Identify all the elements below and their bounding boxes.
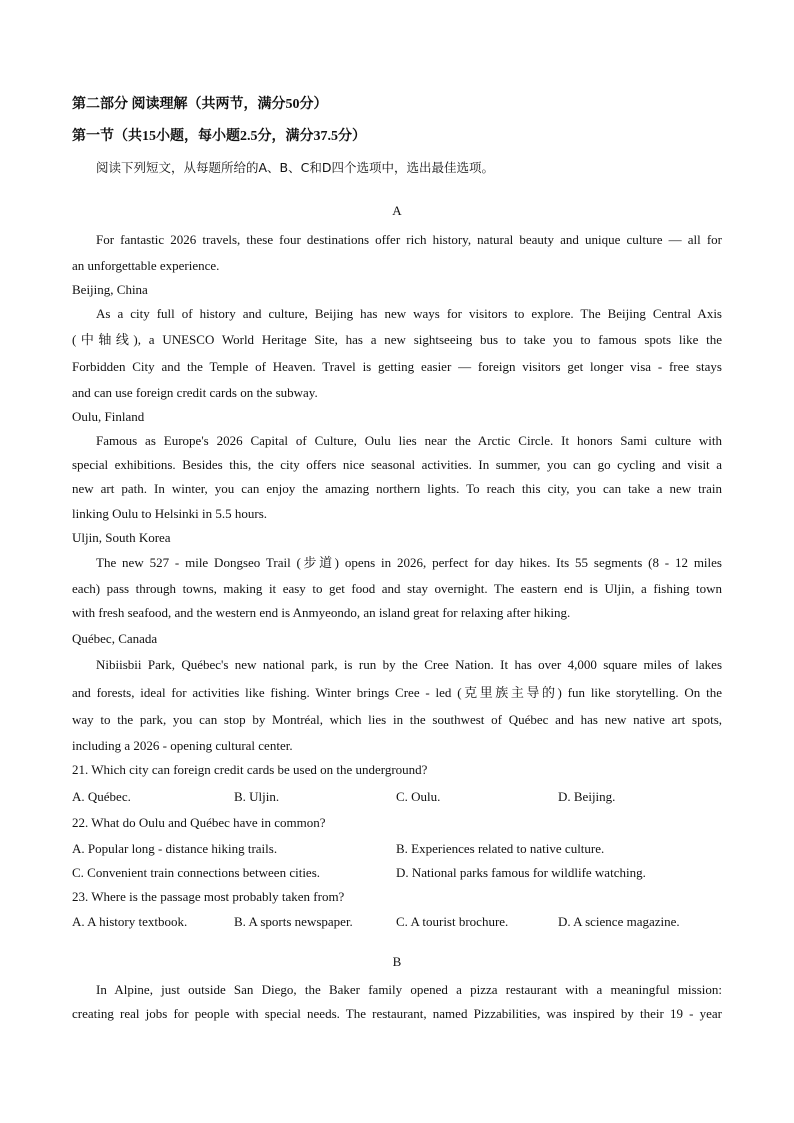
question-stem: 21. Which city can foreign credit cards be used on the underground? [72, 762, 428, 777]
option-c[interactable]: C. Oulu. [396, 789, 441, 804]
passage-a-line: For fantastic 2026 travels, these four destinations offer rich history, natural beauty and unique culture — all for [96, 232, 722, 247]
option-b[interactable]: B. A sports newspaper. [234, 914, 353, 929]
option-c[interactable]: C. A tourist brochure. [396, 914, 509, 929]
option-a[interactable]: A. Québec. [72, 789, 131, 804]
destination-heading: Beijing, China [72, 282, 148, 297]
passage-a-line: linking Oulu to Helsinki in 5.5 hours. [72, 506, 267, 521]
passage-a-line: Forbidden City and the Temple of Heaven. Travel is getting easier — foreign visitors get longer visa - free stays [72, 359, 722, 374]
passage-a-line: and can use foreign credit cards on the subway. [72, 385, 318, 400]
destination-heading: Oulu, Finland [72, 409, 145, 424]
question-stem: 22. What do Oulu and Québec have in common? [72, 815, 326, 830]
passage-b-line: In Alpine, just outside San Diego, the Baker family opened a pizza restaurant with a meaningful mission: [96, 982, 722, 997]
passage-a-line: each) pass through towns, making it easy to get food and stay overnight. The eastern end is Uljin, a fishing town [72, 581, 722, 596]
passage-a-line: an unforgettable experience. [72, 258, 220, 273]
passage-a-line: The new 527 - mile Dongseo Trail (步道) opens in 2026, perfect for day hikes. Its 55 segments (8 - 12 miles [96, 555, 722, 570]
option-a[interactable]: A. Popular long - distance hiking trails. [72, 841, 278, 856]
passage-a-line: new art path. In winter, you can enjoy the amazing northern lights. To reach this city, you can take a new train [72, 481, 722, 496]
passage-a-line: Nibiisbii Park, Québec's new national park, is run by the Cree Nation. It has over 4,000 square miles of lakes [96, 657, 722, 672]
instruction: 阅读下列短文，从每题所给的A、B、C和D四个选项中，选出最佳选项。 [96, 160, 494, 175]
passage-a-line: (中轴线), a UNESCO World Heritage Site, has a new sightseeing bus to take you to famous spots like the [72, 332, 722, 347]
passage-a-line: special exhibitions. Besides this, the city offers nice seasonal activities. In summer, you can go cycling and visit a [72, 457, 722, 472]
passage-a-label: A [392, 203, 402, 218]
destination-heading: Québec, Canada [72, 631, 158, 646]
passage-a-line: and forests, ideal for activities like fishing. Winter brings Cree - led (克里族主导的) fun like storytelling. On the [72, 685, 722, 700]
part-title: 第二部分 阅读理解（共两节，满分50分） [72, 97, 328, 112]
passage-a-line: including a 2026 - opening cultural center. [72, 738, 293, 753]
option-d[interactable]: D. National parks famous for wildlife watching. [396, 865, 646, 880]
passage-a-line: way to the park, you can stop by Montréal, which lies in the southwest of Québec and has new native art spots, [72, 712, 722, 727]
option-d[interactable]: D. A science magazine. [558, 914, 680, 929]
passage-a-line: with fresh seafood, and the western end is Anmyeondo, an island great for relaxing after hiking. [72, 605, 571, 620]
passage-b-line: creating real jobs for people with special needs. The restaurant, named Pizzabilities, was inspired by their 19 - year [72, 1006, 722, 1021]
destination-heading: Uljin, South Korea [72, 530, 171, 545]
option-b[interactable]: B. Experiences related to native culture. [396, 841, 605, 856]
section-title: 第一节（共15小题，每小题2.5分，满分37.5分） [72, 129, 366, 144]
option-d[interactable]: D. Beijing. [558, 789, 616, 804]
option-a[interactable]: A. A history textbook. [72, 914, 188, 929]
option-b[interactable]: B. Uljin. [234, 789, 280, 804]
question-stem: 23. Where is the passage most probably taken from? [72, 889, 345, 904]
option-c[interactable]: C. Convenient train connections between cities. [72, 865, 321, 880]
passage-a-line: Famous as Europe's 2026 Capital of Culture, Oulu lies near the Arctic Circle. It honors Sami culture with [96, 433, 722, 448]
passage-a-line: As a city full of history and culture, Beijing has new ways for visitors to explore. The Beijing Central Axis [96, 306, 722, 321]
passage-b-label: B [392, 954, 402, 969]
